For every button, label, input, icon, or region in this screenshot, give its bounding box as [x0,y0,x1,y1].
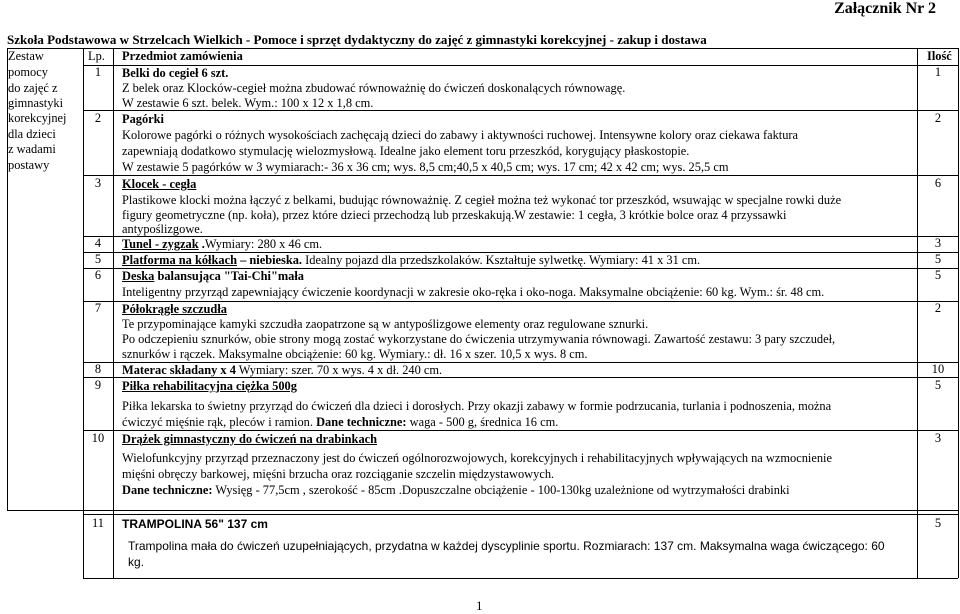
item-qty: 5 [934,252,942,266]
item-desc: Plastikowe klocki można łączyć z belkami, budując równoważnię. Z cegieł można też wykonać tor przeszkód, wsuwając w specjalne rowki duże [122,193,842,207]
item-name-line [122,236,322,253]
item-qty: 3 [934,431,942,445]
item-name-underlined: Deska [122,269,155,283]
item-desc: Trampolina mała do ćwiczeń uzupełniających, przydatna w każdej dyscyplinie sportu. Rozmiarach: 137 cm. Maksymalna waga ćwiczącego: 60 [128,539,885,553]
zestaw-line: z wadami [8,142,56,156]
item-name-rest: Idealny pojazd dla przedszkolaków. Kształtuje sylwetkę. Wymiary: 41 x 31 cm. [302,253,701,267]
item-lp: 6 [94,268,102,282]
item-desc: Inteligentny przyrząd zapewniający ćwiczenie koordynacji w zakresie oko-ręka i oko-noga. Maksymalne obciążenie: 60 kg. Wym.: śr. 48 cm. [122,285,825,299]
item-desc-line [122,414,558,431]
item-name-line [122,252,700,269]
item-qty: 2 [934,111,942,125]
item-name-underlined: Drążek gimnastyczny do ćwiczeń na drabinkach [122,432,378,446]
item-desc: figury geometryczne (np. koła), przez które dzieci przechodzą lub przeskakują.W zestawie: 1 cegła, 3 krótkie bolce oraz 4 przyssawki [122,208,787,222]
item-name [122,378,297,395]
zestaw-line: postawy [8,158,50,172]
item-desc: Wielofunkcyjny przyrząd przeznaczony jest do ćwiczeń ogólnorozwojowych, korekcyjnych i rehabilitacyjnych wpływających na wzmocnienie [122,451,832,465]
item-name-rest: Wymiary: szer. 70 x wys. 4 x dł. 240 cm. [235,363,443,377]
tech-value: Wysięg - 77,5cm , szerokość - 85cm .Dopuszczalne obciążenie - 100-130kg uzależnione od wytrzymałości drabinki [212,483,790,497]
item-desc: kg. [128,555,145,569]
item-desc: Z belek oraz Klocków-cegieł można zbudować równoważnię do ćwiczeń doskonalących równowagę. [122,81,626,95]
item-desc: Te przypominające kamyki szczudła zaopatrzone są w antypoślizgowe elementy oraz regulowane sznurki. [122,317,649,331]
item-name-line [122,362,442,379]
item-name: Platforma na kółkach – niebieska. [122,253,303,267]
item-desc-line [122,482,790,499]
item-qty: 5 [934,516,942,530]
item-lp: 10 [91,431,105,445]
tech-label: Dane techniczne: [316,415,407,429]
item-name-underlined: Półokrągłe szczudła [122,302,227,316]
zestaw-line: gimnastyki [8,96,64,110]
item-qty: 10 [931,362,945,376]
item-desc: Po odczepieniu sznurków, obie strony mogą zostać wykorzystane do ćwiczenia utrzymywania równowagi. Zawartość zestawu: 3 pary szczudeł, [122,332,836,346]
item-desc: zapewniają dodatkowo stymulację wielozmysłową. Idealne jako element toru przeszkód, korygujący płaskostopie. [122,144,690,158]
item-lp: 3 [94,176,102,190]
tech-value: waga - 500 g, średnica 16 cm. [406,415,559,429]
item-name-underlined: Piłka rehabilitacyjna ciężka 500g [122,379,297,393]
item-desc: W zestawie 6 szt. belek. Wym.: 100 x 12 x 1,8 cm. [122,96,374,110]
item-name-underlined: Platforma na kółkach [122,253,237,267]
item-name-underlined: Tunel - zygzak [122,237,199,251]
zestaw-line: do zajęć z [8,81,58,95]
item-name [122,431,377,448]
zestaw-line: korekcyjnej [8,111,67,125]
item-qty: 6 [934,176,942,190]
tech-label: Dane techniczne: [122,483,213,497]
item-name: Belki do cegieł 6 szt. [122,66,229,80]
item-name: Deska balansująca "Tai-Chi"mała [122,269,304,283]
item-qty: 3 [934,236,942,250]
item-lp: 5 [94,252,102,266]
item-lp: 1 [94,65,102,79]
item-qty: 2 [934,301,942,315]
page-number: 1 [476,598,483,613]
item-lp: 4 [94,236,102,250]
item-desc: antypoślizgowe. [122,222,203,236]
item-name [122,176,196,193]
item-name: Tunel - zygzak . [122,237,205,251]
item-qty: 5 [934,378,942,392]
item-qty: 5 [934,268,942,282]
document-title: Szkoła Podstawowa w Strzelcach Wielkich - Pomoce i sprzęt dydaktyczny do zajęć z gimnastyki korekcyjnej - zakup i dostawa [7,32,707,47]
item-lp: 7 [94,301,102,315]
item-name-underlined: Klocek - cegła [122,177,197,191]
zestaw-line: pomocy [8,65,48,79]
item-desc: sznurków i rączek. Maksymalne obciążenie: 60 kg. Wymiary.: dł. 16 x szer. 10,5 x wys. 8 cm. [122,347,588,361]
attachment-label: Załącznik Nr 2 [834,0,936,17]
header-zestaw: Zestaw [8,49,44,63]
item-lp: 2 [94,111,102,125]
item-desc: ćwiczyć mięśnie rąk, pleców i ramion. [122,415,313,429]
header-lp: Lp. [88,49,105,63]
item-desc: W zestawie 5 pagórków w 3 wymiarach:- 36 x 36 cm; wys. 8,5 cm;40,5 x 40,5 cm; wys. 17 cm; 42 x 42 cm; wys. 25,5 cm [122,160,729,174]
item-desc: mięśni obręczy barkowej, mięśni brzucha oraz rozciąganie szczelin międzystawowych. [122,467,555,481]
item-name-rest: Wymiary: 280 x 46 cm. [204,237,323,251]
item-name: Materac składany x 4 [122,363,236,377]
zestaw-line: dla dzieci [8,127,56,141]
header-przedmiot: Przedmiot zamówienia [122,49,243,63]
item-name: TRAMPOLINA 56" 137 cm [122,517,268,531]
item-lp: 11 [92,516,104,530]
item-desc: Kolorowe pagórki o różnych wysokościach zachęcają dzieci do zabawy i aktywności ruchowej. Intensywne kolory oraz ciekawa faktura [122,128,799,142]
item-lp: 9 [94,378,102,392]
item-lp: 8 [94,362,102,376]
item-name: Pagórki [122,112,164,126]
item-qty: 1 [934,65,942,79]
item-desc: Piłka lekarska to świetny przyrząd do ćwiczeń dla dzieci i dorosłych. Przy okazji zabawy w formie podrzucania, turlania i podnoszenia, można [122,399,832,413]
header-ilosc: Ilość [927,49,952,63]
